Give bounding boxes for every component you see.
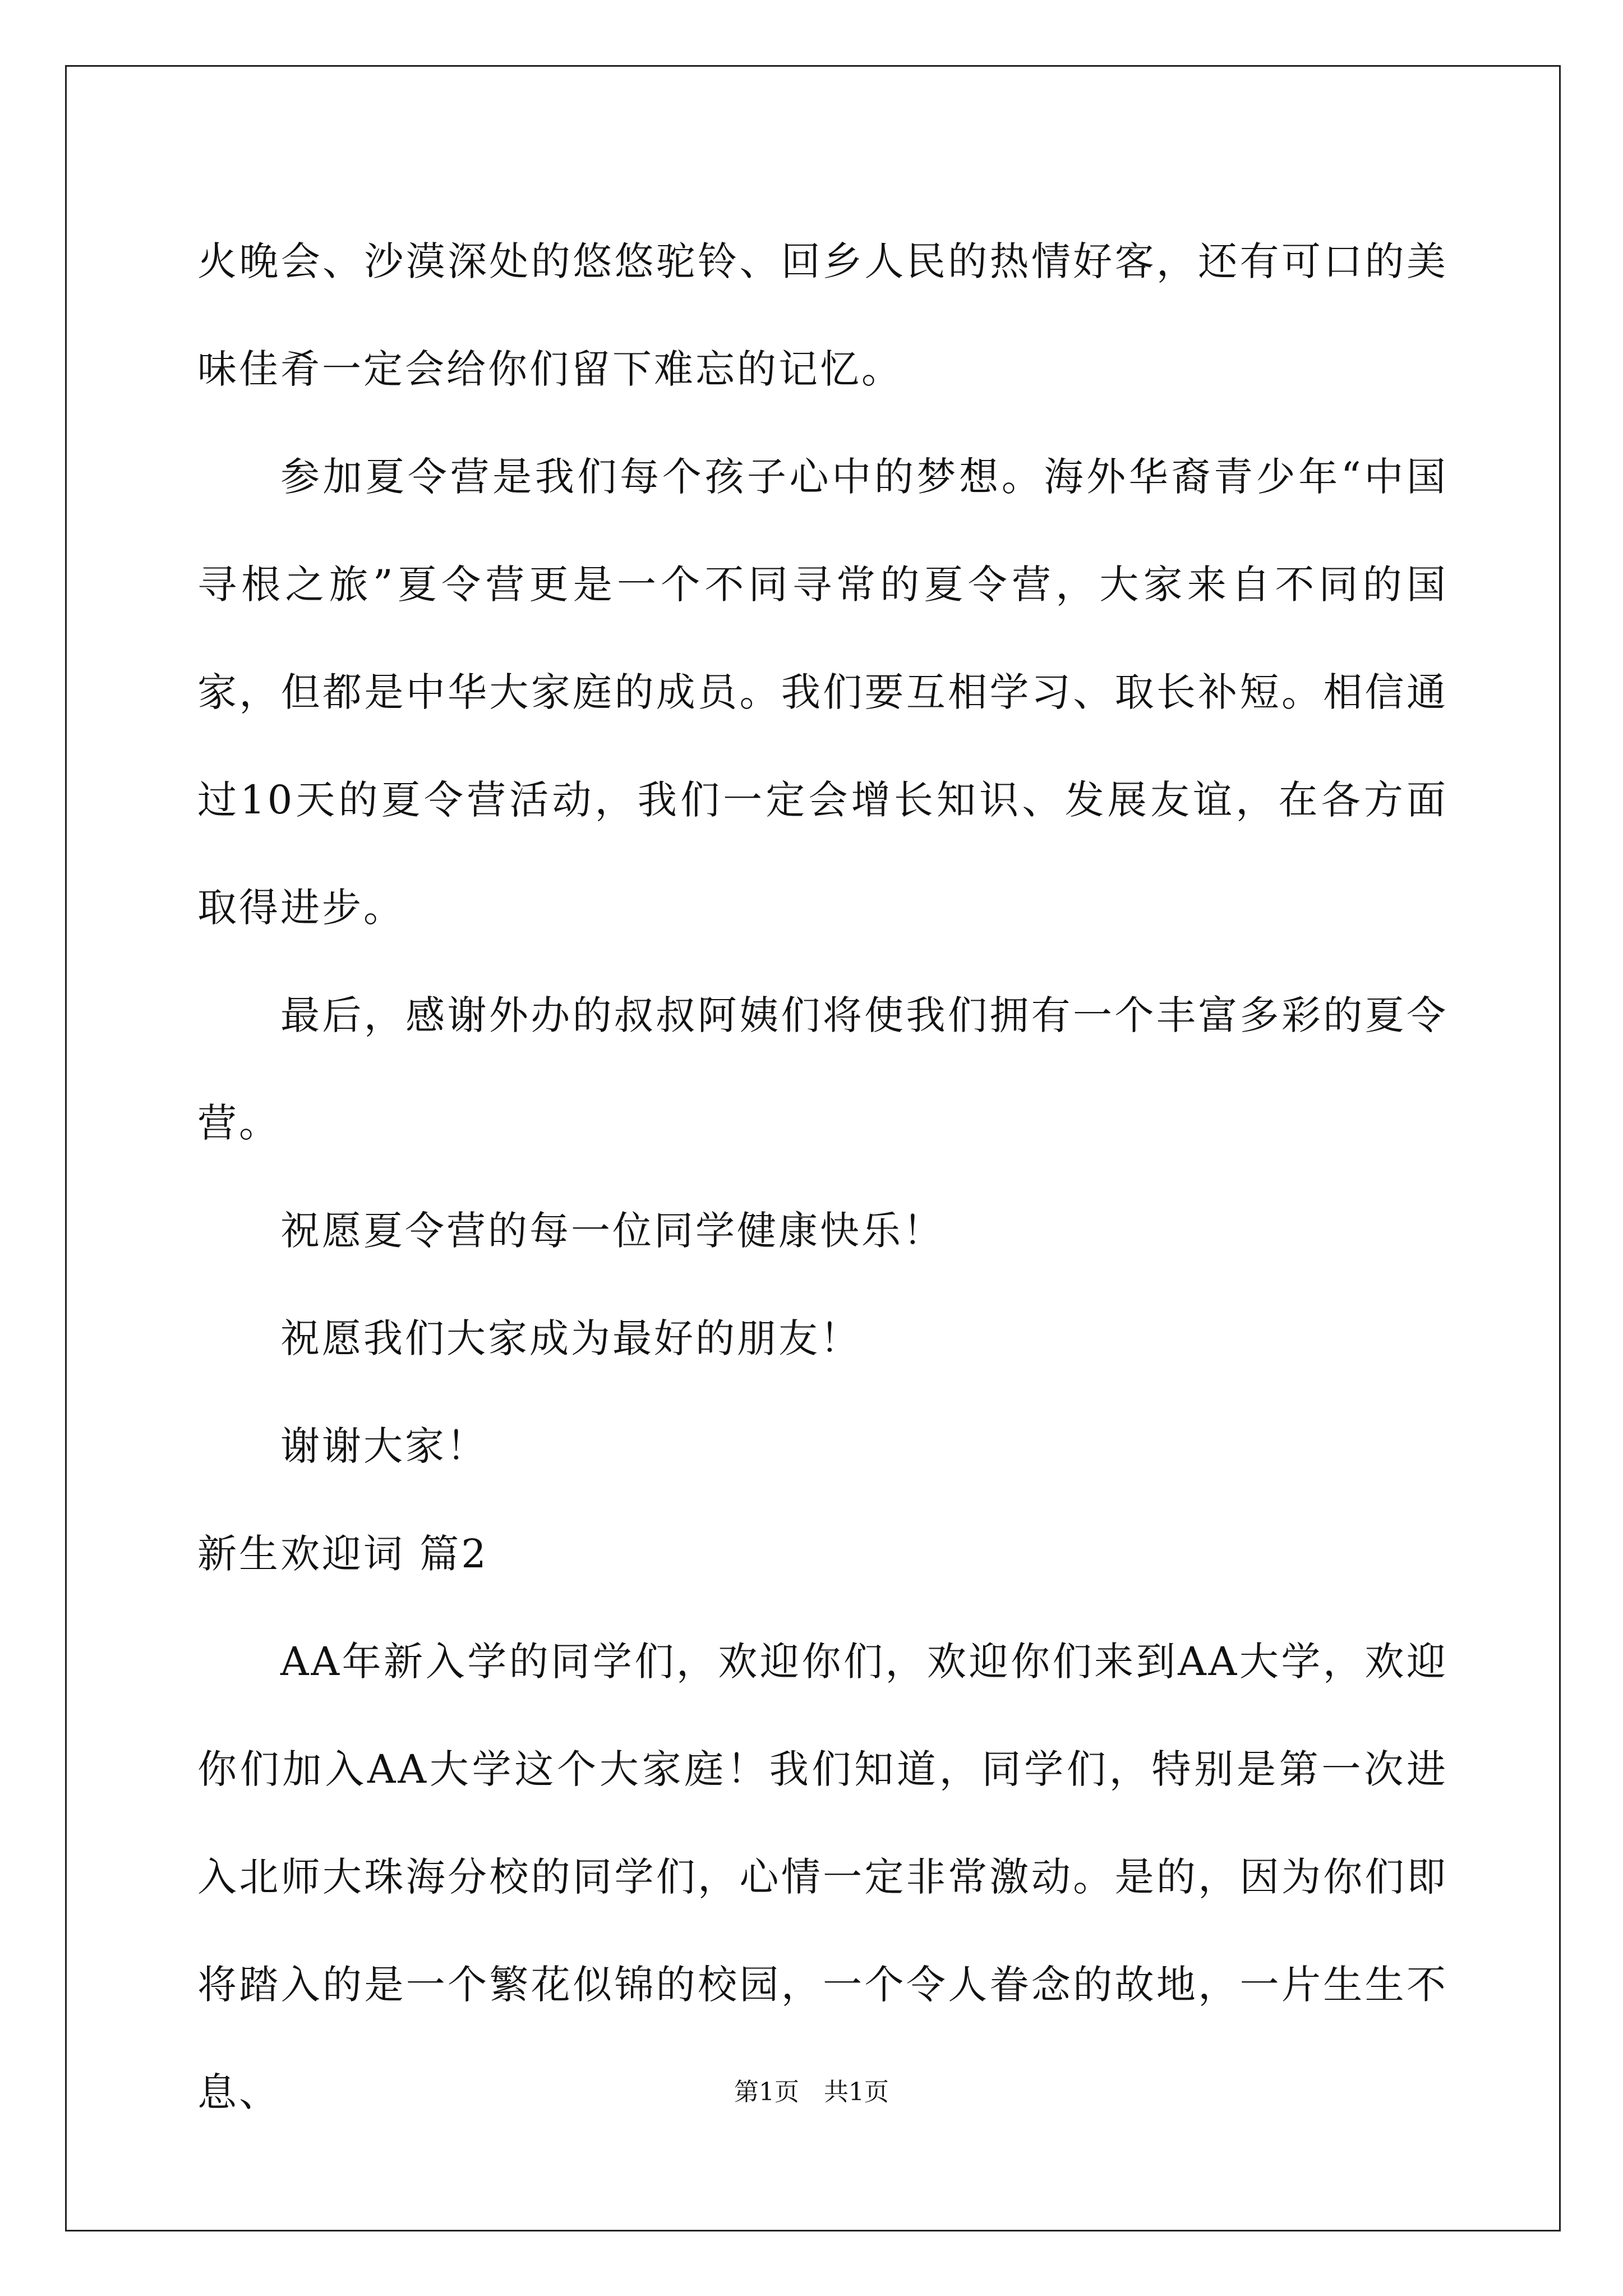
paragraph-wish-health: 祝愿夏令营的每一位同学健康快乐！ [280,1208,944,1254]
paragraph-continued: 火晚会、沙漠深处的悠悠驼铃、回乡人民的热情好客，还有可口的美味佳肴一定会给你们留下难忘的记忆。 [197,238,1448,392]
paragraph-thank-you: 谢谢大家！ [280,1423,488,1469]
paragraph-thanks: 最后，感谢外办的叔叔阿姨们将使我们拥有一个丰富多彩的夏令营。 [197,992,1448,1146]
section-title: 新生欢迎词 篇2 [197,1531,488,1577]
paragraph-welcome: AA年新入学的同学们，欢迎你们，欢迎你们来到AA大学，欢迎你们加入AA大学这个大家庭！我们知道，同学们，特别是第一次进入北师大珠海分校的同学们，心情一定非常激动。是的，因为你们即将踏入的是一个繁花似锦的校园，一个令人眷念的故地，一片生生不息、 [197,1639,1448,2115]
page-footer: 第1页 共1页 [734,2078,889,2106]
paragraph-summer-camp: 参加夏令营是我们每个孩子心中的梦想。海外华裔青少年“中国寻根之旅”夏令营更是一个不同寻常的夏令营，大家来自不同的国家，但都是中华大家庭的成员。我们要互相学习、取长补短。相信通过10天的夏令营活动，我们一定会增长知识、发展友谊，在各方面取得进步。 [197,454,1448,931]
paragraph-wish-friends: 祝愿我们大家成为最好的朋友！ [280,1315,861,1361]
document-body [197,208,1448,2146]
